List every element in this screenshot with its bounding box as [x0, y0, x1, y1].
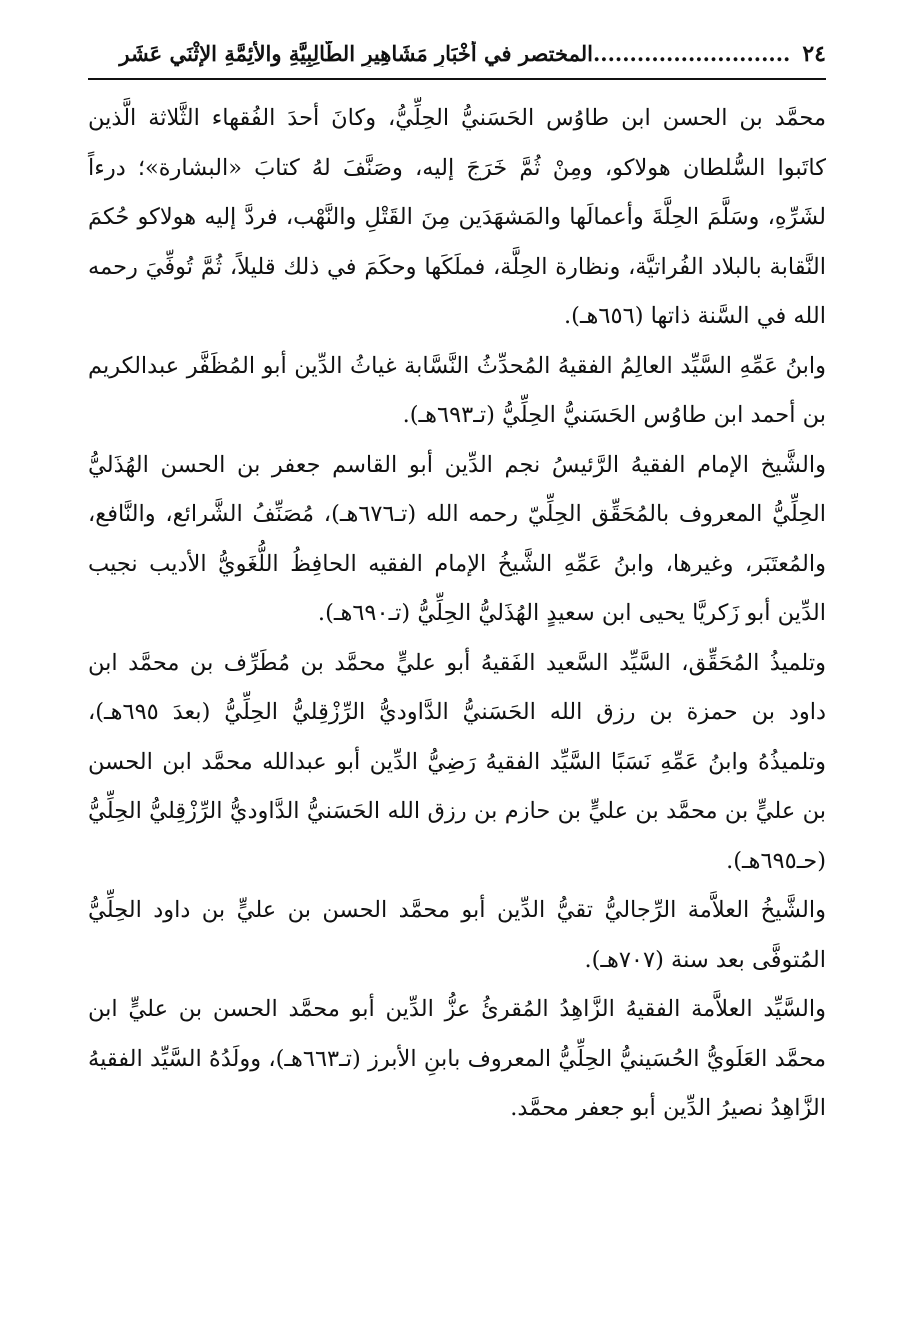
paragraph: والشَّيخُ العلاَّمة الرِّجاليُّ تقيُّ الدِّين أبو محمَّد الحسن بن عليٍّ بن داود الحِلِّيُّ المُتوفَّى بعد سنة (٧٠٧هـ).	[88, 897, 826, 973]
body-text	[88, 94, 826, 1134]
paragraph: وابنُ عَمِّهِ السَّيِّد العالِمُ الفقيهُ المُحدِّثُ النَّسَّابة غياثُ الدِّين أبو المُظَفَّر عبدالكريم بن أحمد ابن طاوُس الحَسَنيُّ الحِلِّيُّ (تـ٦٩٣هـ).	[88, 352, 826, 428]
running-title: ...........................المختصر في أخْبَارِ مَشَاهِيرِ الطَّالِبِيَّةِ والأَئِمَّةِ الإثْنَي عَشَر	[119, 41, 791, 67]
paragraph: وتلميذُ المُحَقِّق، السَّيِّد السَّعيد الفَقيهُ أبو عليٍّ محمَّد بن مُطَرِّف بن محمَّد ابن داود بن حمزة بن رزق الله الحَسَنيُّ الدَّاوديُّ الرِّزْقِليُّ الحِلِّيُّ (بعدَ ٦٩٥هـ)، وتلميذُهُ وابنُ عَمِّهِ نَسَبًا السَّيِّد الفقيهُ رَضِيُّ الدِّين أبو عبدالله محمَّد ابن الحسن بن عليٍّ بن محمَّد بن عليٍّ بن حازم بن رزق الله الحَسَنيُّ الدَّاوديُّ الرِّزْقِليُّ الحِلِّيُّ (حـ٦٩٥هـ).	[88, 649, 826, 874]
paragraph: والسَّيِّد العلاَّمة الفقيهُ الزَّاهِدُ المُقرئُ عزُّ الدِّين أبو محمَّد الحسن بن عليٍّ ابن محمَّد العَلَويُّ الحُسَينيُّ الحِلِّيُّ المعروف بابنِ الأبرز (تـ٦٦٣هـ)، وولَدُهُ السَّيِّد الفقيهُ الزَّاهِدُ نصيرُ الدِّين أبو جعفر محمَّد.	[88, 996, 826, 1121]
paragraph: والشَّيخ الإمام الفقيهُ الرَّئيسُ نجم الدِّين أبو القاسم جعفر بن الحسن الهُذَليُّ الحِلِّيُّ المعروف بالمُحَقِّق الحِلِّيّ رحمه الله (تـ٦٧٦هـ)، مُصَنِّفُ الشَّرائع، والنَّافع، والمُعتَبَر، وغيرها، وابنُ عَمِّهِ الشَّيخُ الإمام الفقيه الحافِظُ اللُّغَويُّ الأديب نجيب الدِّين أبو زَكريَّا يحيى ابن سعيدٍ الهُذَليُّ الحِلِّيُّ (تـ٦٩٠هـ).	[88, 451, 826, 626]
running-header	[88, 30, 826, 80]
page-number: ٢٤	[802, 40, 826, 67]
paragraph: محمَّد بن الحسن ابن طاوُس الحَسَنيُّ الحِلِّيُّ، وكانَ أحدَ الفُقهاء الثَّلاثة الَّذين كاتَبوا السُّلطان هولاكو، ومِنْ ثُمَّ خَرَجَ إليه، وصَنَّفَ لهُ كتابَ «البشارة»؛ درءاً لشَرِّهِ، وسَلَّمَ الحِلَّةَ وأعمالَها والمَشهَدَين مِنَ القَتْلِ والنَّهْب، فردَّ إليه هولاكو حُكمَ النَّقابة بالبلاد الفُراتيَّة، ونظارة الحِلَّة، فملَكَها وحكَمَ في ذلك قليلاً، ثُمَّ تُوفِّيَ رحمه الله في السَّنة ذاتها (٦٥٦هـ).	[88, 105, 826, 329]
